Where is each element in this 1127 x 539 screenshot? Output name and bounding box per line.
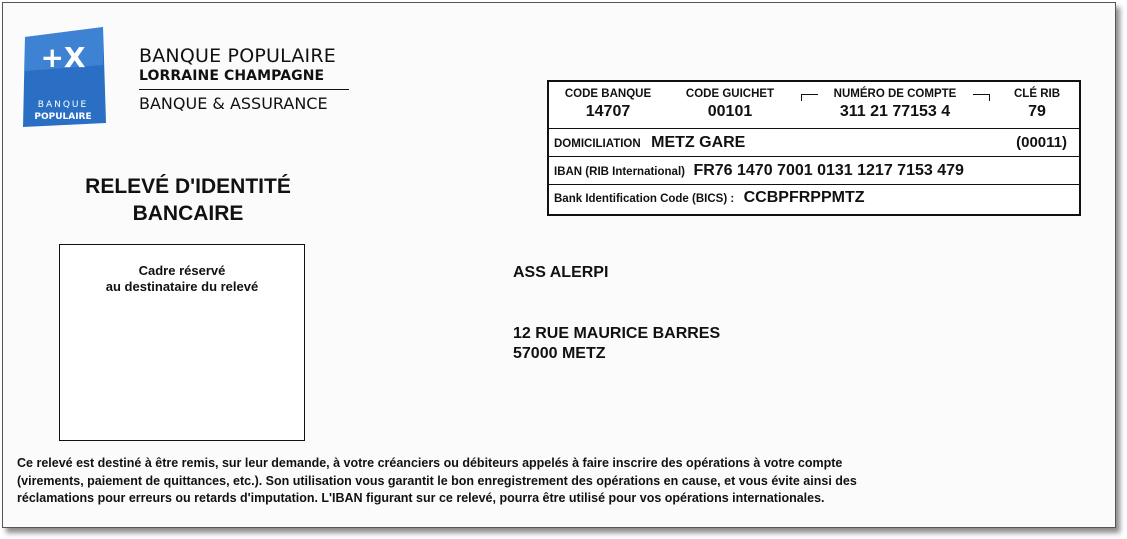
code-guichet-label: CODE GUICHET — [685, 88, 775, 100]
compte-bracket-right — [973, 94, 990, 101]
cle-rib-label: CLÉ RIB — [1014, 88, 1060, 100]
logo-line2: POPULAIRE — [34, 112, 92, 122]
domiciliation-row — [549, 129, 1079, 157]
reserved-box — [59, 244, 305, 441]
code-guichet-cell — [675, 88, 785, 121]
holder-street: 12 RUE MAURICE BARRES — [513, 325, 721, 342]
document-title — [63, 173, 313, 227]
title-line1: RELEVÉ D'IDENTITÉ — [85, 175, 291, 198]
notice-line2: (virements, paiement de quittances, etc.). Son utilisation vous garantit le bon enregistrement des opérations en cause, et vous évite ainsi des — [17, 473, 857, 488]
bic-row — [549, 185, 1079, 211]
rib-document — [2, 2, 1116, 528]
code-banque-label: CODE BANQUE — [564, 88, 652, 100]
rib-codes-row — [549, 82, 1079, 129]
logo-symbol: +X — [40, 41, 86, 74]
title-line2: BANCAIRE — [132, 202, 244, 225]
iban-value: FR76 1470 7001 0131 1217 7153 479 — [693, 162, 964, 179]
holder-name: ASS ALERPI — [513, 264, 609, 281]
bank-name — [139, 45, 349, 113]
cle-rib-value: 79 — [1028, 103, 1046, 120]
legal-notice — [17, 455, 1107, 508]
numero-compte-value: 311 21 77153 4 — [839, 103, 951, 120]
iban-label: IBAN (RIB International) — [554, 166, 685, 178]
code-guichet-value: 00101 — [707, 103, 753, 120]
bic-value: CCBPFRPPMTZ — [743, 189, 865, 206]
reserved-line1: Cadre réservé — [138, 263, 226, 278]
notice-line1: Ce relevé est destiné à être remis, sur leur demande, à votre créanciers ou débiteurs appelés à faire inscrire des opérations à votre compte — [17, 456, 843, 470]
bank-name-line3: BANQUE & ASSURANCE — [139, 94, 328, 113]
agency-code: (00011) — [1016, 134, 1067, 151]
iban-row — [549, 157, 1079, 185]
bic-label: Bank Identification Code (BICS) : — [554, 193, 735, 205]
banque-populaire-logo — [23, 27, 108, 127]
domiciliation-value: METZ GARE — [651, 134, 746, 151]
bank-name-line1: BANQUE POPULAIRE — [139, 45, 336, 67]
rib-box — [547, 80, 1081, 216]
bank-name-divider — [139, 89, 349, 90]
code-banque-cell — [553, 88, 663, 121]
notice-line3: réclamations pour erreurs ou retards d'imputation. L'IBAN figurant sur ce relevé, pourra être utilisé pour vos opérations internationales. — [17, 491, 825, 505]
holder-city: 57000 METZ — [513, 345, 606, 362]
cle-rib-cell — [997, 88, 1077, 121]
logo-line1: BANQUE — [37, 100, 89, 110]
code-banque-value: 14707 — [585, 103, 631, 120]
domiciliation-label: DOMICILIATION — [554, 138, 641, 150]
numero-compte-label: NUMÉRO DE COMPTE — [833, 88, 957, 100]
reserved-line2: au destinataire du relevé — [105, 279, 259, 294]
numero-compte-cell — [795, 88, 995, 121]
bank-name-line2: LORRAINE CHAMPAGNE — [139, 68, 325, 84]
